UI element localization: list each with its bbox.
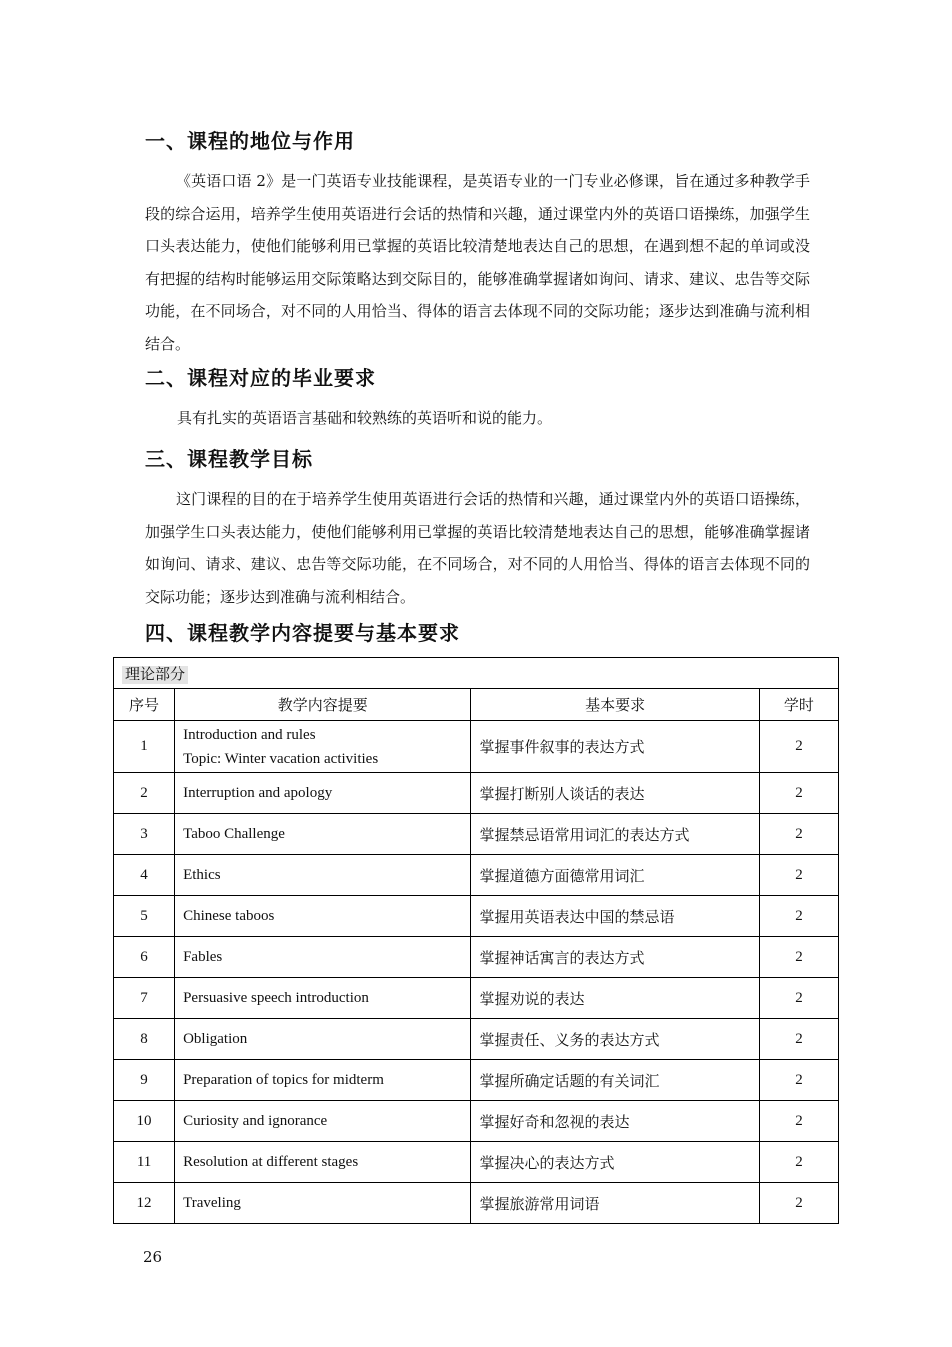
header-hours: 学时 [759, 689, 838, 721]
table-row [114, 1101, 839, 1142]
row-num: 6 [114, 937, 175, 978]
section-heading-1: 一、课程的地位与作用 [145, 129, 355, 153]
row-requirement: 掌握旅游常用词语 [471, 1183, 759, 1224]
table-section-cell [114, 658, 839, 689]
row-hours: 2 [759, 814, 838, 855]
row-requirement: 掌握所确定话题的有关词汇 [471, 1060, 759, 1101]
row-hours: 2 [759, 1142, 838, 1183]
row-requirement: 掌握道德方面德常用词汇 [471, 855, 759, 896]
row-hours: 2 [759, 855, 838, 896]
row-num: 4 [114, 855, 175, 896]
row-hours: 2 [759, 773, 838, 814]
row-num: 2 [114, 773, 175, 814]
header-topic: 教学内容提要 [175, 689, 471, 721]
row-topic: Chinese taboos [175, 896, 471, 937]
row-num: 5 [114, 896, 175, 937]
row-topic [175, 721, 471, 773]
row-requirement: 掌握好奇和忽视的表达 [471, 1101, 759, 1142]
section-heading-4: 四、课程教学内容提要与基本要求 [145, 621, 460, 645]
row-requirement: 掌握责任、义务的表达方式 [471, 1019, 759, 1060]
row-requirement: 掌握打断别人谈话的表达 [471, 773, 759, 814]
table-row [114, 896, 839, 937]
table-row [114, 1019, 839, 1060]
row-num: 8 [114, 1019, 175, 1060]
row-requirement: 掌握神话寓言的表达方式 [471, 937, 759, 978]
table-section-label: 理论部分 [122, 666, 188, 684]
row-hours: 2 [759, 896, 838, 937]
row-hours: 2 [759, 1019, 838, 1060]
row-topic: Ethics [175, 855, 471, 896]
row-topic: Fables [175, 937, 471, 978]
section-paragraph-3: 这门课程的目的在于培养学生使用英语进行会话的热情和兴趣，通过课堂内外的英语口语操练，加强学生口头表达能力，使他们能够利用已掌握的英语比较清楚地表达自己的思想，能够准确掌握诸如询问、请求、建议、忠告等交际功能，在不同场合，对不同的人用恰当、得体的语言去体现不同的交际功能；逐步达到准确与流利相结合。 [145, 490, 810, 606]
row-topic: Interruption and apology [175, 773, 471, 814]
row-topic: Traveling [175, 1183, 471, 1224]
row-requirement: 掌握决心的表达方式 [471, 1142, 759, 1183]
row-num: 9 [114, 1060, 175, 1101]
row-topic-line1: Introduction and rules [183, 726, 316, 743]
table-section-row [114, 658, 839, 689]
row-topic: Persuasive speech introduction [175, 978, 471, 1019]
row-hours: 2 [759, 978, 838, 1019]
table-row [114, 937, 839, 978]
row-hours: 2 [759, 1101, 838, 1142]
header-requirement: 基本要求 [471, 689, 759, 721]
table-row [114, 978, 839, 1019]
row-hours: 2 [759, 937, 838, 978]
row-topic: Preparation of topics for midterm [175, 1060, 471, 1101]
section-heading-2: 二、课程对应的毕业要求 [145, 366, 376, 390]
row-requirement: 掌握劝说的表达 [471, 978, 759, 1019]
row-topic: Taboo Challenge [175, 814, 471, 855]
row-topic: Curiosity and ignorance [175, 1101, 471, 1142]
row-num: 11 [114, 1142, 175, 1183]
course-content-table [113, 657, 839, 1224]
row-hours: 2 [759, 1183, 838, 1224]
table-row [114, 1142, 839, 1183]
section-paragraph-1: 《英语口语 2》是一门英语专业技能课程，是英语专业的一门专业必修课，旨在通过多种教学手段的综合运用，培养学生使用英语进行会话的热情和兴趣，通过课堂内外的英语口语操练，加强学生口头表达能力，使他们能够利用已掌握的英语比较清楚地表达自己的思想，在遇到想不起的单词或没有把握的结构时能够运用交际策略达到交际目的，能够准确掌握诸如询问、请求、建议、忠告等交际功能，在不同场合，对不同的人用恰当、得体的语言去体现不同的交际功能；逐步达到准确与流利相结合。 [145, 172, 810, 353]
row-num: 7 [114, 978, 175, 1019]
section-heading-3: 三、课程教学目标 [145, 447, 313, 471]
row-hours: 2 [759, 1060, 838, 1101]
table-row [114, 773, 839, 814]
row-topic: Obligation [175, 1019, 471, 1060]
header-num: 序号 [114, 689, 175, 721]
table-header-row [114, 689, 839, 721]
row-num: 10 [114, 1101, 175, 1142]
row-num: 1 [114, 721, 175, 773]
row-num: 3 [114, 814, 175, 855]
table-row [114, 814, 839, 855]
table-row [114, 721, 839, 773]
page-number: 26 [143, 1248, 163, 1266]
row-num: 12 [114, 1183, 175, 1224]
row-requirement: 掌握禁忌语常用词汇的表达方式 [471, 814, 759, 855]
row-topic-line2: Topic: Winter vacation activities [183, 750, 379, 767]
row-hours: 2 [759, 721, 838, 773]
row-requirement: 掌握用英语表达中国的禁忌语 [471, 896, 759, 937]
table-row [114, 1183, 839, 1224]
row-topic: Resolution at different stages [175, 1142, 471, 1183]
section-paragraph-2: 具有扎实的英语语言基础和较熟练的英语听和说的能力。 [177, 409, 553, 427]
table-row [114, 855, 839, 896]
row-requirement: 掌握事件叙事的表达方式 [471, 721, 759, 773]
table-row [114, 1060, 839, 1101]
